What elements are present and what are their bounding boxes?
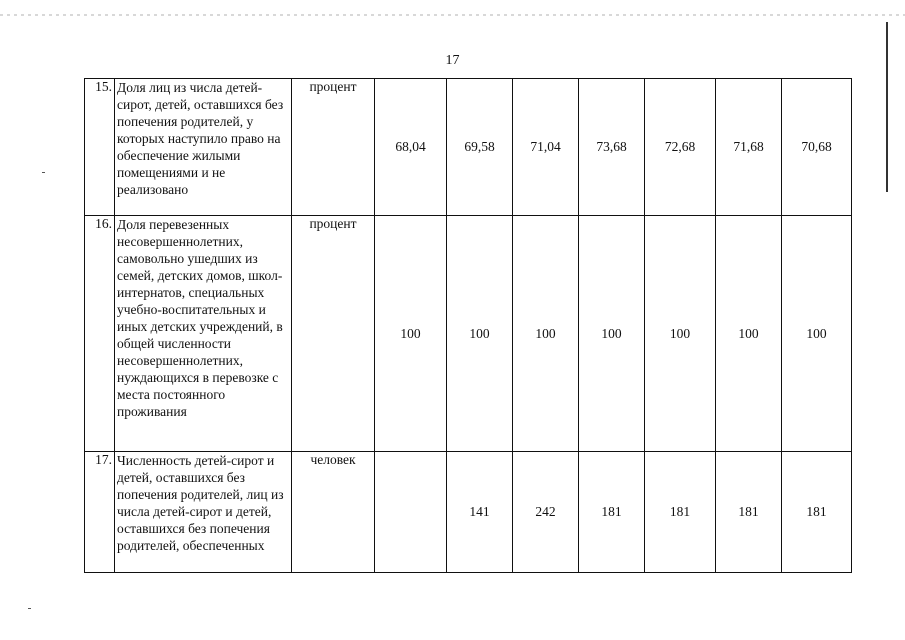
row-number: 15. — [85, 79, 115, 216]
value-cell: 68,04 — [375, 79, 447, 216]
value-cell: 141 — [447, 452, 513, 573]
value-cell: 71,68 — [716, 79, 782, 216]
unit-cell: человек — [292, 452, 375, 573]
scan-artifact-top — [0, 14, 905, 16]
value-cell: 181 — [579, 452, 645, 573]
value-cell: 100 — [513, 216, 579, 452]
scan-speck — [28, 608, 31, 609]
value-cell: 181 — [645, 452, 716, 573]
value-cell: 100 — [375, 216, 447, 452]
value-cell: 73,68 — [579, 79, 645, 216]
indicator-name: Доля перевезенных несовершеннолетних, самовольно ушедших из семей, детских домов, школ-интернатов, специальных учебно-воспитательных и иных детских учреждений, в общей численности несовершеннолетних, нуждающихся в перевозке с места постоянного проживания — [115, 216, 292, 452]
value-cell: 100 — [645, 216, 716, 452]
value-cell: 70,68 — [782, 79, 852, 216]
value-cell: 181 — [716, 452, 782, 573]
table-row — [85, 216, 852, 452]
value-cell: 100 — [579, 216, 645, 452]
table-row — [85, 79, 852, 216]
row-number: 16. — [85, 216, 115, 452]
page-number: 17 — [445, 53, 460, 68]
indicator-name: Доля лиц из числа детей-сирот, детей, оставшихся без попечения родителей, у которых наступило право на обеспечение жилыми помещениями и не реализовано — [115, 79, 292, 216]
row-number: 17. — [85, 452, 115, 573]
value-cell: 72,68 — [645, 79, 716, 216]
table-row — [85, 452, 852, 573]
unit-cell: процент — [292, 79, 375, 216]
unit-cell: процент — [292, 216, 375, 452]
value-cell — [375, 452, 447, 573]
value-cell: 100 — [447, 216, 513, 452]
value-cell: 69,58 — [447, 79, 513, 216]
scan-speck — [42, 172, 45, 173]
value-cell: 71,04 — [513, 79, 579, 216]
value-cell: 100 — [782, 216, 852, 452]
value-cell: 181 — [782, 452, 852, 573]
scan-artifact-right — [886, 22, 888, 192]
indicators-table — [84, 78, 852, 573]
value-cell: 100 — [716, 216, 782, 452]
value-cell: 242 — [513, 452, 579, 573]
indicator-name: Численность детей-сирот и детей, оставшихся без попечения родителей, лиц из числа детей-сирот и детей, оставшихся без попечения родителей, обеспеченных — [115, 452, 292, 573]
